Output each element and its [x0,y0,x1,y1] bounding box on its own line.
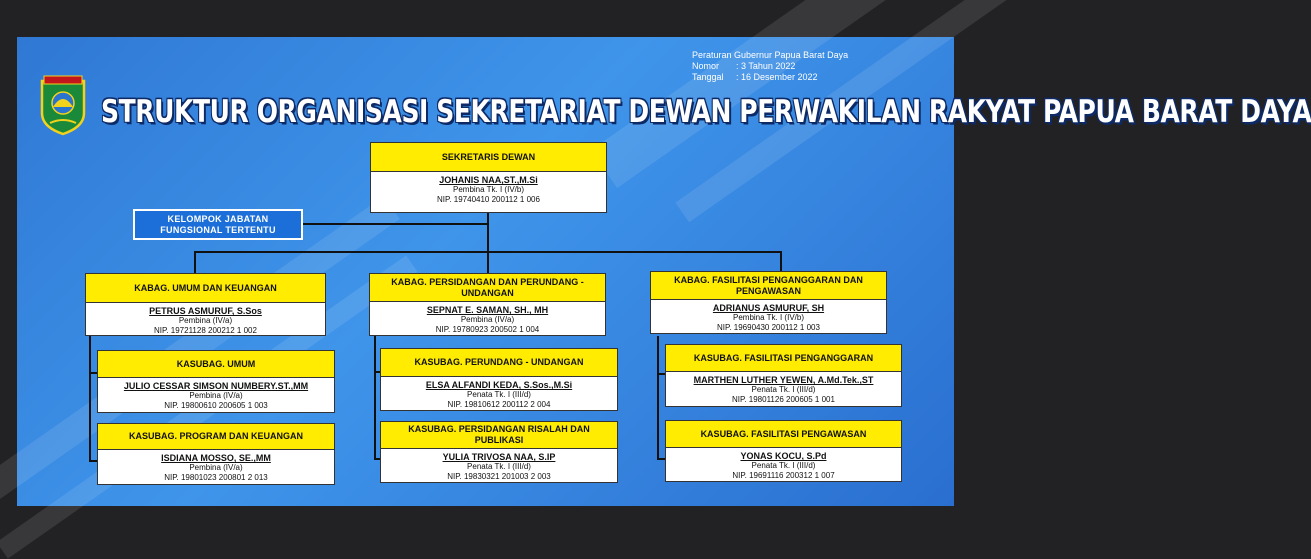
org-chart-canvas [17,37,1311,506]
box-name: ELSA ALFANDI KEDA, S.Sos.,M.Si [425,380,573,390]
box-rank: Penata Tk. I (III/d) [751,385,816,394]
box-name: YULIA TRIVOSA NAA, S.IP [442,452,556,462]
box-nip: NIP. 19740410 200112 1 006 [437,195,540,204]
box-title: KABAG. PERSIDANGAN DAN PERUNDANG - UNDANGAN [370,274,605,302]
org-box-kasubag-penganggaran [665,344,902,407]
box-title: KASUBAG. UMUM [98,351,334,378]
papua-barat-daya-emblem-icon [38,73,88,135]
box-nip: NIP. 19830321 201003 2 003 [447,472,551,481]
box-nip: NIP. 19801126 200605 1 001 [732,395,835,404]
regulation-number-value: : 3 Tahun 2022 [736,61,796,71]
box-title: KASUBAG. PERSIDANGAN RISALAH DAN PUBLIKASI [381,422,617,449]
box-title: KASUBAG. FASILITASI PENGAWASAN [666,421,901,448]
connector-line [89,336,91,462]
regulation-title: Peraturan Gubernur Papua Barat Daya [692,50,849,60]
box-rank: Pembina (IV/a) [189,391,243,400]
connector-line [657,336,659,460]
connector-line [303,223,487,225]
box-nip: NIP. 19801023 200801 2 013 [164,473,268,482]
box-name: YONAS KOCU, S.Pd [740,451,827,461]
box-title: KASUBAG. PROGRAM DAN KEUANGAN [98,424,334,450]
box-name: MARTHEN LUTHER YEWEN, A.Md.Tek.,ST [693,375,874,385]
box-nip: NIP. 19810612 200112 2 004 [447,400,551,409]
connector-line [780,251,782,273]
org-box-kasubag-risalah [380,421,618,483]
org-box-kabag-umum [85,273,326,336]
box-rank: Pembina Tk. I (IV/b) [453,185,524,194]
box-nip: NIP. 19800610 200605 1 003 [164,401,268,410]
box-nip: NIP. 19691116 200312 1 007 [732,471,835,480]
box-rank: Penata Tk. I (III/d) [467,390,531,399]
org-box-kasubag-umum [97,350,335,413]
regulation-date-value: : 16 Desember 2022 [736,72,818,82]
box-title: KASUBAG. PERUNDANG - UNDANGAN [381,349,617,377]
box-nip: NIP. 19690430 200112 1 003 [717,323,820,332]
box-name: ADRIANUS ASMURUF, SH [712,303,825,313]
box-rank: Penata Tk. I (III/d) [467,462,531,471]
connector-line [657,458,665,460]
connector-line [374,336,376,460]
functional-group-box: KELOMPOK JABATAN FUNGSIONAL TERTENTU [133,209,303,240]
connector-line [194,251,196,273]
org-box-kasubag-pengawasan [665,420,902,482]
box-nip: NIP. 19780923 200502 1 004 [435,325,540,334]
box-title: SEKRETARIS DEWAN [371,143,606,172]
box-rank: Pembina Tk. I (IV/b) [733,313,804,322]
box-title: KABAG. UMUM DAN KEUANGAN [86,274,325,303]
box-rank: Pembina (IV/a) [460,315,515,324]
page-title: STRUKTUR ORGANISASI SEKRETARIAT DEWAN PERWAKILAN RAKYAT PAPUA BARAT DAYA [101,93,1311,130]
org-box-kasubag-perundang [380,348,618,411]
connector-line [89,460,97,462]
org-box-sekretaris [370,142,607,213]
org-box-kabag-fasilitasi [650,271,887,334]
box-rank: Penata Tk. I (III/d) [751,461,816,470]
box-name: SEPNAT E. SAMAN, SH., MH [426,305,549,315]
box-title: KASUBAG. FASILITASI PENGANGGARAN [666,345,901,372]
regulation-date-label: Tanggal [692,72,724,82]
box-name: JULIO CESSAR SIMSON NUMBERY.ST.,MM [123,381,309,391]
connector-line [487,251,489,273]
box-name: JOHANIS NAA,ST.,M.Si [439,175,538,185]
org-box-kasubag-program [97,423,335,485]
regulation-number-label: Nomor [692,61,720,71]
regulation-info [692,50,848,83]
connector-line [487,213,489,253]
box-rank: Pembina (IV/a) [189,463,243,472]
box-name: ISDIANA MOSSO, SE.,MM [161,453,271,463]
box-nip: NIP. 19721128 200212 1 002 [154,326,257,335]
box-name: PETRUS ASMURUF, S.Sos [149,306,262,316]
connector-line [89,372,97,374]
box-rank: Pembina (IV/a) [178,316,233,325]
org-box-kabag-persidangan [369,273,606,336]
box-title: KABAG. FASILITASI PENGANGGARAN DAN PENGAWASAN [651,272,886,300]
connector-line [657,373,665,375]
